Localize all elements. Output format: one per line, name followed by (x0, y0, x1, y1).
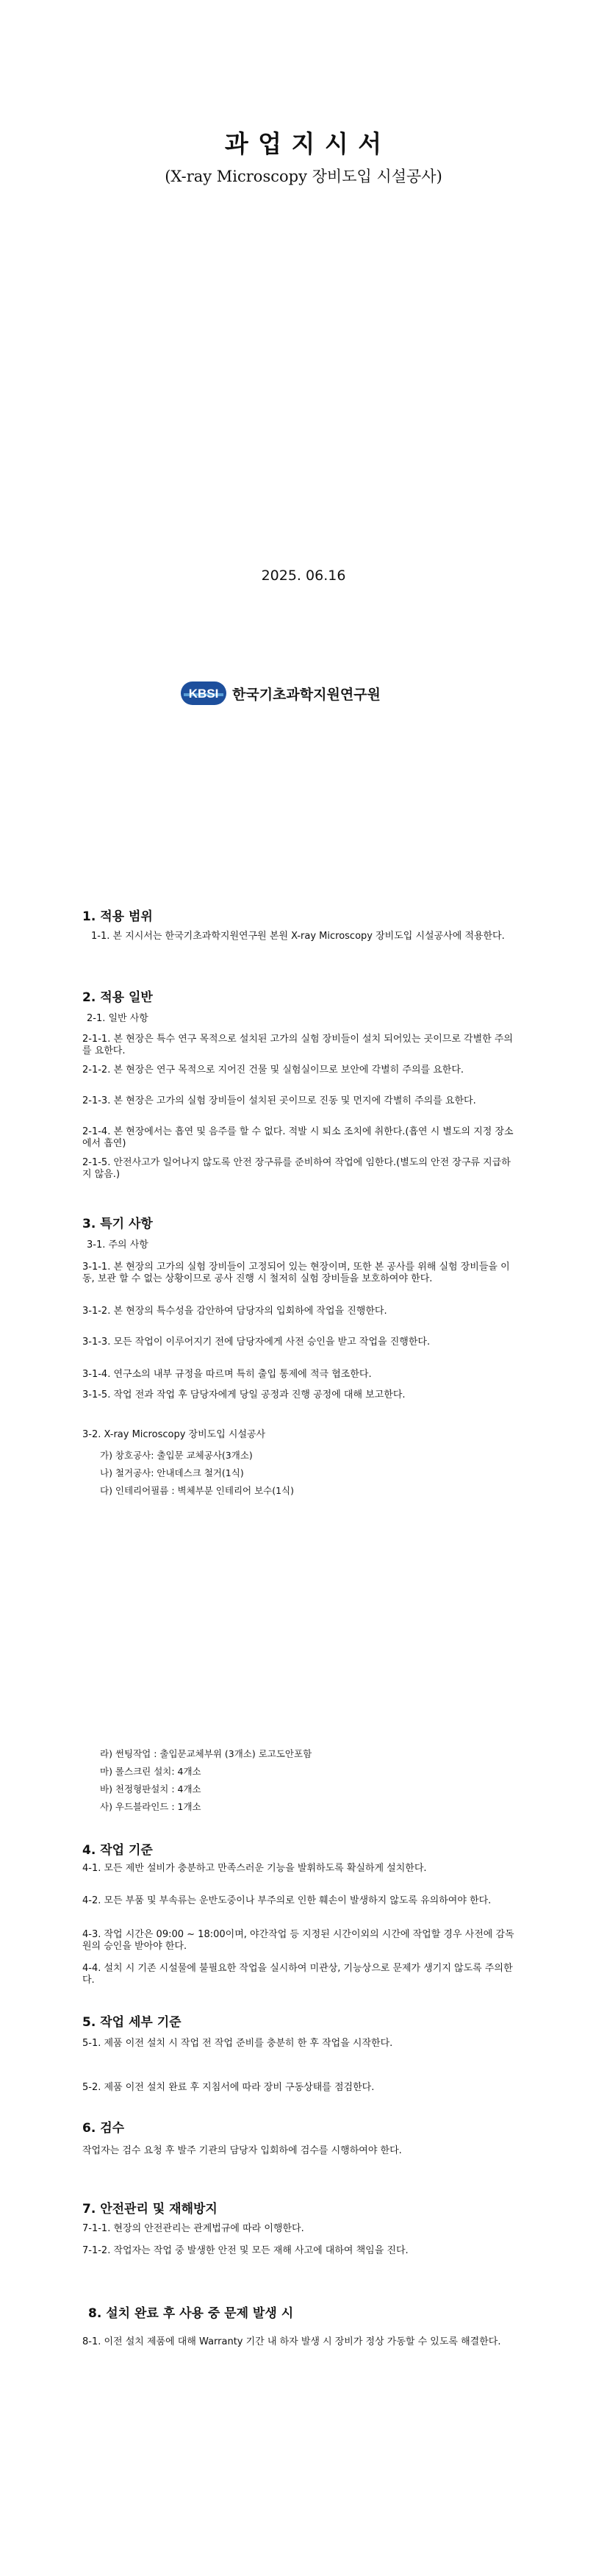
section-3-2-item: 다) 인테리어필름 : 벽체부분 인테리어 보수(1식) (100, 1485, 295, 1496)
document-date: 2025. 06.16 (261, 568, 346, 584)
section-5-heading: 5. 작업 세부 기준 (82, 2015, 182, 2030)
section-3-2-heading: 3-2. X-ray Microscopy 장비도입 시설공사 (82, 1429, 266, 1440)
section-2-item-4: 2-1-4. 본 현장에서는 흡연 및 음주를 할 수 없다. 적발 시 퇴소 조치에 취한다.(흡연 시 별도의 지정 장소에서 흡연) (82, 1126, 514, 1149)
section-2-item-2: 2-1-2. 본 현장은 연구 목적으로 지어진 건물 및 실험실이므로 보안에 각별히 주의를 요한다. (82, 1065, 464, 1076)
kbsi-logo-icon (181, 679, 226, 708)
section-2-item-5: 2-1-5. 안전사고가 일어나지 않도록 안전 장구류를 준비하여 작업에 임한다.(별도의 안전 장구류 지급하지 않음.) (82, 1157, 511, 1180)
section-5-item-1: 5-1. 제품 이전 설치 시 작업 전 작업 준비를 충분히 한 후 작업을 시작한다. (82, 2038, 393, 2049)
section-3-heading: 3. 특기 사항 (82, 1217, 153, 1231)
org-logo (181, 675, 431, 712)
section-3-2-item: 나) 철거공사: 안내데스크 철거(1식) (100, 1467, 244, 1478)
section-3-item-4: 3-1-4. 연구소의 내부 규정을 따르며 특히 출입 통제에 적극 협조한다. (82, 1369, 372, 1380)
logo-lettering: KBSI (188, 687, 219, 701)
section-8-item-1: 8-1. 이전 설치 제품에 대해 Warranty 기간 내 하자 발생 시 장비가 정상 가동할 수 있도록 해결한다. (82, 2336, 501, 2347)
section-4-item-4: 4-4. 설치 시 기존 시설물에 불필요한 작업을 실시하여 미관상, 기능상으로 문제가 생기지 않도록 주의한다. (82, 1963, 513, 1986)
section-3-2-item: 라) 썬팅작업 : 출입문교체부위 (3개소) 로고도안포함 (100, 1748, 312, 1759)
section-1-paragraph: 1-1. 본 지시서는 한국기초과학지원연구원 본원 X-ray Microscopy 장비도입 시설공사에 적용한다. (91, 931, 505, 942)
section-4-item-1: 4-1. 모든 제반 설비가 충분하고 만족스러운 기능을 발휘하도록 확실하게 설치한다. (82, 1863, 427, 1874)
section-5-item-2: 5-2. 제품 이전 설치 완료 후 지침서에 따라 장비 구동상태를 점검한다. (82, 2082, 375, 2093)
section-8-heading: 8. 설치 완료 후 사용 중 문제 발생 시 (88, 2306, 294, 2321)
section-2-item-1: 2-1-1. 본 현장은 특수 연구 목적으로 설치된 고가의 실험 장비들이 설치 되어있는 곳이므로 각별한 주의를 요한다. (82, 1034, 513, 1056)
document-title: 과 업 지 시 서 (224, 129, 383, 158)
document-subtitle: (X-ray Microscopy 장비도입 시설공사) (165, 168, 442, 185)
section-3-2-item: 사) 우드블라인드 : 1개소 (100, 1801, 201, 1812)
section-4-item-2: 4-2. 모든 부품 및 부속류는 운반도중이나 부주의로 인한 훼손이 발생하지 않도록 유의하여야 한다. (82, 1895, 492, 1906)
section-3-2-item: 바) 천정형판설치 : 4개소 (100, 1783, 201, 1795)
section-6-paragraph: 작업자는 검수 요청 후 발주 기관의 담당자 입회하에 검수를 시행하여야 한다. (82, 2145, 402, 2156)
section-4-heading: 4. 작업 기준 (82, 1843, 153, 1858)
section-3-item-1: 3-1-1. 본 현장의 고가의 실험 장비들이 고정되어 있는 현장이며, 또한 본 공사를 위해 실험 장비들을 이동, 보관 할 수 없는 상황이므로 공사 진행 시 철저히 실험 장비들을 보호하여야 한다. (82, 1262, 510, 1284)
section-3-item-2: 3-1-2. 본 현장의 특수성을 감안하여 담당자의 입회하에 작업을 진행한다. (82, 1306, 387, 1317)
section-7-item-1: 7-1-1. 현장의 안전관리는 관계법규에 따라 이행한다. (82, 2223, 304, 2234)
section-3-item-3: 3-1-3. 모든 작업이 이루어지기 전에 담당자에게 사전 승인을 받고 작업을 진행한다. (82, 1337, 431, 1348)
section-3-2-item: 가) 창호공사: 출입문 교체공사(3개소) (100, 1450, 253, 1461)
section-3-2-item: 마) 롤스크린 설치: 4개소 (100, 1766, 201, 1777)
section-2-heading: 2. 적용 일반 (82, 990, 153, 1005)
section-3-item-5: 3-1-5. 작업 전과 작업 후 담당자에게 당일 공정과 진행 공정에 대해 보고한다. (82, 1389, 406, 1400)
section-4-item-3: 4-3. 작업 시간은 09:00 ~ 18:00이며, 야간작업 등 지정된 시간이외의 시간에 작업할 경우 사전에 감독원의 승인을 받아야 한다. (82, 1929, 514, 1952)
section-3-subheading: 3-1. 주의 사항 (87, 1239, 148, 1251)
section-7-heading: 7. 안전관리 및 재해방지 (82, 2202, 218, 2217)
section-2-subheading: 2-1. 일반 사항 (87, 1013, 148, 1024)
section-7-item-2: 7-1-2. 작업자는 작업 중 발생한 안전 및 모든 재해 사고에 대하여 책임을 진다. (82, 2245, 409, 2256)
section-2-item-3: 2-1-3. 본 현장은 고가의 실험 장비들이 설치된 곳이므로 진동 및 먼지에 각별히 주의를 요한다. (82, 1095, 476, 1106)
org-name: 한국기초과학지원연구원 (232, 686, 381, 703)
section-1-heading: 1. 적용 범위 (82, 909, 153, 924)
section-6-heading: 6. 검수 (82, 2121, 125, 2136)
